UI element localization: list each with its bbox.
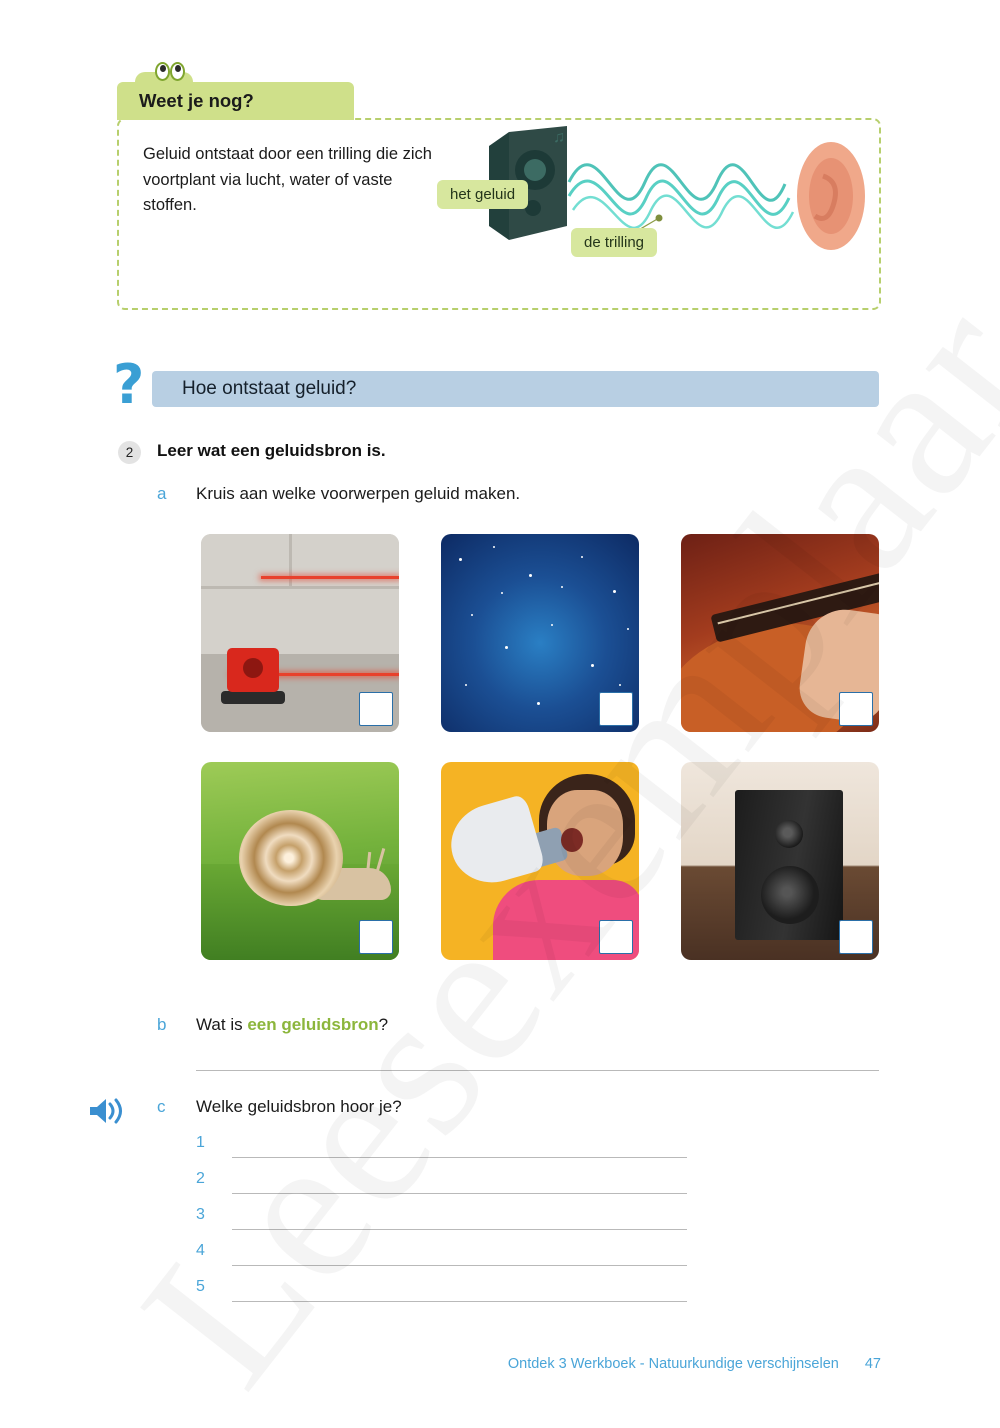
- answer-line-number: 1: [196, 1134, 205, 1151]
- sub-b-highlight: een geluidsbron: [247, 1015, 379, 1034]
- page-number: 47: [864, 1356, 881, 1372]
- answer-line-number: 3: [196, 1206, 205, 1223]
- sub-b-text-after: ?: [378, 1015, 389, 1034]
- sub-c-question: Welke geluidsbron hoor je?: [196, 1097, 402, 1116]
- photo-row-1: [201, 534, 879, 732]
- photo-megaphone: [441, 762, 639, 960]
- answer-line-row: [196, 1276, 696, 1312]
- photo-snail: [201, 762, 399, 960]
- photo-grid: [201, 534, 879, 990]
- answer-line-rule[interactable]: [232, 1229, 687, 1230]
- answer-line-number: 5: [196, 1278, 205, 1295]
- photo-violin: [681, 534, 879, 732]
- photo-starry-sky: [441, 534, 639, 732]
- eyes-icon: [135, 60, 195, 86]
- recall-tab: [117, 82, 354, 120]
- recall-text: Geluid ontstaat door een trilling die zich voortplant via lucht, water of vaste stoffen.: [143, 145, 432, 215]
- sub-b-question: [196, 1015, 388, 1035]
- section-title: Hoe ontstaat geluid?: [182, 378, 357, 399]
- checkbox-photo-laser-level[interactable]: [359, 692, 393, 726]
- answer-line-number: 2: [196, 1170, 205, 1187]
- answer-line-row: [196, 1132, 696, 1168]
- page-footer: [508, 1356, 881, 1372]
- sub-letter-a: a: [157, 484, 167, 503]
- checkbox-photo-loudspeaker[interactable]: [839, 920, 873, 954]
- audio-speaker-icon[interactable]: [86, 1096, 124, 1126]
- answer-line-b[interactable]: [196, 1070, 879, 1071]
- answer-line-rule[interactable]: [232, 1265, 687, 1266]
- checkbox-photo-megaphone[interactable]: [599, 920, 633, 954]
- sub-b-text-before: Wat is: [196, 1015, 248, 1034]
- answer-line-rule[interactable]: [232, 1301, 687, 1302]
- recall-box: [117, 82, 881, 310]
- answer-line-row: [196, 1240, 696, 1276]
- exercise-title: Leer wat een geluidsbron is.: [157, 441, 386, 460]
- sub-letter-b: b: [157, 1015, 167, 1034]
- label-de-trilling: de trilling: [571, 228, 657, 257]
- exercise-number: 2: [118, 441, 141, 464]
- answer-line-row: [196, 1168, 696, 1204]
- section-header: [152, 371, 879, 407]
- photo-loudspeaker: [681, 762, 879, 960]
- sub-a-instruction: Kruis aan welke voorwerpen geluid maken.: [196, 484, 521, 503]
- photo-laser-level: [201, 534, 399, 732]
- question-mark-icon: ?: [113, 353, 145, 416]
- checkbox-photo-snail[interactable]: [359, 920, 393, 954]
- sound-illustration: [449, 122, 869, 302]
- recall-tab-label: Weet je nog?: [139, 90, 254, 111]
- answer-line-number: 4: [196, 1242, 205, 1259]
- svg-text:♫: ♫: [553, 129, 565, 146]
- recall-body: [117, 118, 881, 310]
- label-het-geluid: het geluid: [437, 180, 528, 209]
- answer-line-rule[interactable]: [232, 1193, 687, 1194]
- answer-lines-c: [196, 1132, 696, 1312]
- sub-letter-c: c: [157, 1097, 166, 1116]
- answer-line-row: [196, 1204, 696, 1240]
- photo-row-2: [201, 762, 879, 960]
- checkbox-photo-violin[interactable]: [839, 692, 873, 726]
- checkbox-photo-starry-sky[interactable]: [599, 692, 633, 726]
- answer-line-rule[interactable]: [232, 1157, 687, 1158]
- soundwave-illustration: [449, 122, 869, 302]
- footer-text: Ontdek 3 Werkboek - Natuurkundige verschijnselen: [507, 1356, 839, 1372]
